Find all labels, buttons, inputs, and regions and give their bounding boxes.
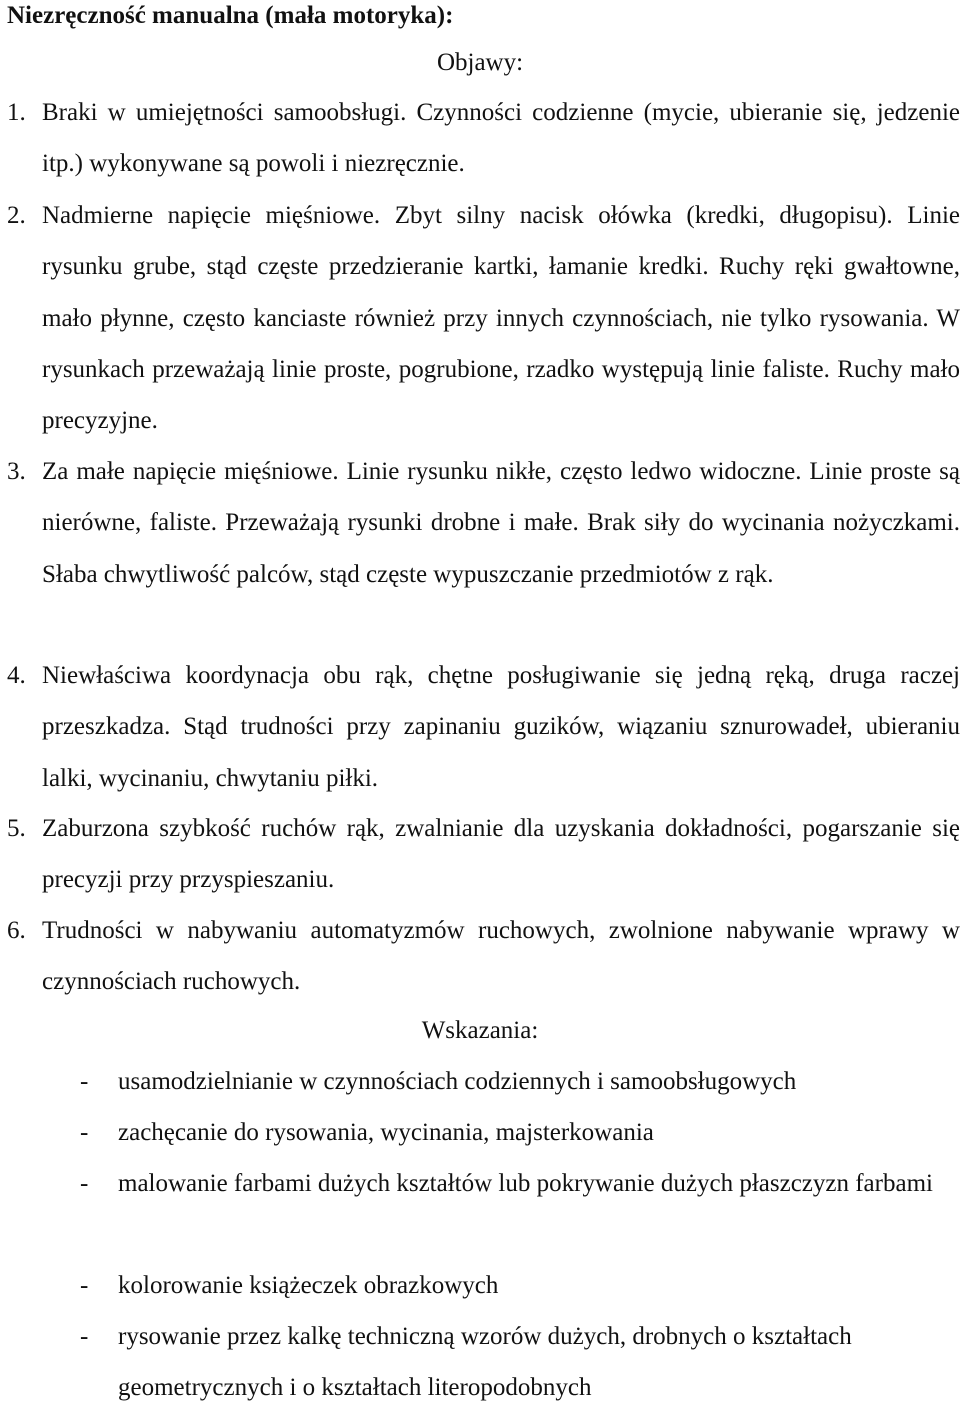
symptom-item-4 xyxy=(7,650,960,804)
bullet-dash: - xyxy=(80,1119,89,1146)
symptom-text: Nadmierne napięcie mięśniowe. Zbyt silny nacisk ołówka (kredki, długopisu). Linie rysunku grube, stąd częste przedzieranie kartki, łamanie kredki. Ruchy ręki gwałtowne, mało płynne, często kanciaste również przy innych czynnościach, nie tylko rysowania. W rysunkach przeważają linie proste, pogrubione, rzadko występują linie faliste. Ruchy mało precyzyjne. xyxy=(42,202,960,435)
indication-item-2 xyxy=(80,1107,950,1158)
symptom-number: 5. xyxy=(7,815,26,842)
indication-text: usamodzielnianie w czynnościach codziennych i samoobsługowych xyxy=(118,1068,797,1095)
symptom-item-5 xyxy=(7,803,960,906)
bullet-dash: - xyxy=(80,1272,89,1299)
symptoms-heading: Objawy: xyxy=(436,49,524,76)
symptom-number: 1. xyxy=(7,99,26,126)
symptom-number: 4. xyxy=(7,662,26,689)
symptom-number: 2. xyxy=(7,202,26,229)
document-title: Niezręczność manualna (mała motoryka): xyxy=(7,2,454,29)
indication-item-1 xyxy=(80,1056,950,1107)
symptom-text: Niewłaściwa koordynacja obu rąk, chętne posługiwanie się jedną ręką, druga raczej przeszkadza. Stąd trudności przy zapinaniu guzików, wiązaniu sznurowadeł, ubieraniu lalki, wycinaniu, chwytaniu piłki. xyxy=(42,662,960,792)
bullet-dash: - xyxy=(80,1323,89,1350)
symptom-item-3 xyxy=(7,446,960,600)
symptom-item-2 xyxy=(7,190,960,446)
symptom-text: Za małe napięcie mięśniowe. Linie rysunku nikłe, często ledwo widoczne. Linie proste są nierówne, faliste. Przeważają rysunki drobne i małe. Brak siły do wycinania nożyczkami. Słaba chwytliwość palców, stąd częste wypuszczanie przedmiotów z rąk. xyxy=(42,458,960,588)
indication-item-3 xyxy=(80,1158,950,1209)
indication-text: zachęcanie do rysowania, wycinania, majsterkowania xyxy=(118,1119,654,1146)
indication-text: rysowanie przez kalkę techniczną wzorów dużych, drobnych o kształtach geometrycznych i o kształtach literopodobnych xyxy=(118,1323,852,1401)
indication-item-5 xyxy=(80,1311,950,1413)
symptom-text: Trudności w nabywaniu automatyzmów ruchowych, zwolnione nabywanie wprawy w czynnościach ruchowych. xyxy=(42,917,960,996)
bullet-dash: - xyxy=(80,1068,89,1095)
indications-heading: Wskazania: xyxy=(421,1017,539,1044)
indication-item-4 xyxy=(80,1260,950,1311)
symptom-item-1 xyxy=(7,87,960,190)
indication-text: kolorowanie książeczek obrazkowych xyxy=(118,1272,499,1299)
symptom-text: Braki w umiejętności samoobsługi. Czynności codzienne (mycie, ubieranie się, jedzenie itp.) wykonywane są powoli i niezręcznie. xyxy=(42,99,960,178)
bullet-dash: - xyxy=(80,1170,89,1197)
symptom-text: Zaburzona szybkość ruchów rąk, zwalnianie dla uzyskania dokładności, pogarszanie się precyzji przy przyspieszaniu. xyxy=(42,815,960,894)
symptom-number: 6. xyxy=(7,917,26,944)
indication-text: malowanie farbami dużych kształtów lub pokrywanie dużych płaszczyzn farbami xyxy=(118,1170,933,1197)
symptom-number: 3. xyxy=(7,458,26,485)
symptom-item-6 xyxy=(7,905,960,1008)
